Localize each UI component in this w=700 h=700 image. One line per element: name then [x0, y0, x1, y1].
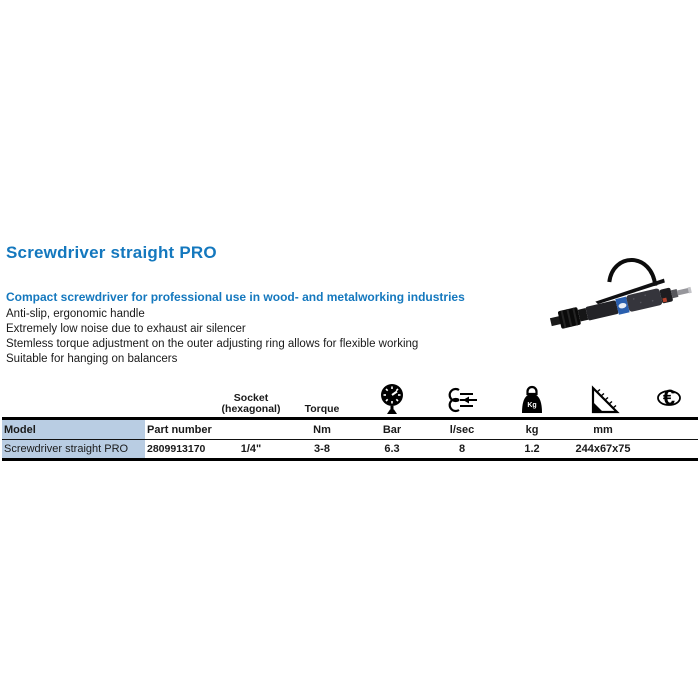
- header-dimensions-unit: mm: [567, 419, 639, 440]
- svg-text:Kg: Kg: [527, 402, 537, 409]
- cell-weight: 1.2: [497, 440, 567, 460]
- header-price-unit: [639, 419, 698, 440]
- price-column: [639, 381, 698, 419]
- header-part-number: Part number: [145, 419, 215, 440]
- cell-torque: 3-8: [287, 440, 357, 460]
- header-torque-unit: Nm: [287, 419, 357, 440]
- feature-list: [6, 307, 418, 367]
- screwdriver-image: [543, 248, 700, 350]
- empty-cell: [2, 381, 145, 419]
- header-model: Model: [2, 419, 145, 440]
- feature-line: Extremely low noise due to exhaust air silencer: [6, 323, 246, 335]
- weight-column: [497, 381, 567, 419]
- pressure-gauge-icon: [377, 383, 407, 415]
- dimensions-column: [567, 381, 639, 419]
- table-header-row: [2, 419, 698, 440]
- air-flow-icon: [445, 385, 479, 415]
- euro-icon: [654, 381, 684, 415]
- header-socket-unit: [215, 419, 287, 440]
- cell-dimensions: 244x67x75: [567, 440, 639, 460]
- product-photo: [543, 248, 700, 350]
- page-title: Screwdriver straight PRO: [6, 243, 217, 262]
- torque-column-label: Torque: [287, 381, 357, 419]
- product-description-heading: Compact screwdriver for professional use in wood- and metalworking industries: [6, 290, 465, 304]
- svg-text:€: €: [662, 385, 675, 410]
- feature-line: Anti-slip, ergonomic handle: [6, 308, 145, 320]
- spec-table: [2, 381, 698, 461]
- cell-price: [639, 440, 698, 460]
- header-weight-unit: kg: [497, 419, 567, 440]
- feature-line: Suitable for hanging on balancers: [6, 353, 178, 365]
- cell-pressure: 6.3: [357, 440, 427, 460]
- cell-socket: 1/4": [215, 440, 287, 460]
- cell-part-number: 2809913170: [145, 440, 215, 460]
- table-icon-row: [2, 381, 698, 419]
- cell-model: Screwdriver straight PRO: [2, 440, 145, 460]
- suspension-hook: [605, 256, 655, 296]
- air-consumption-column: [427, 381, 497, 419]
- header-air-unit: l/sec: [427, 419, 497, 440]
- empty-cell: [145, 381, 215, 419]
- table-row: [2, 440, 698, 460]
- header-pressure-unit: Bar: [357, 419, 427, 440]
- feature-line: Stemless torque adjustment on the outer adjusting ring allows for flexible working: [6, 338, 419, 350]
- pressure-column: [357, 381, 427, 419]
- triangle-ruler-icon: [586, 385, 620, 415]
- cell-air: 8: [427, 440, 497, 460]
- socket-column-label: Socket (hexagonal): [215, 381, 287, 419]
- weight-kg-icon: [516, 385, 548, 415]
